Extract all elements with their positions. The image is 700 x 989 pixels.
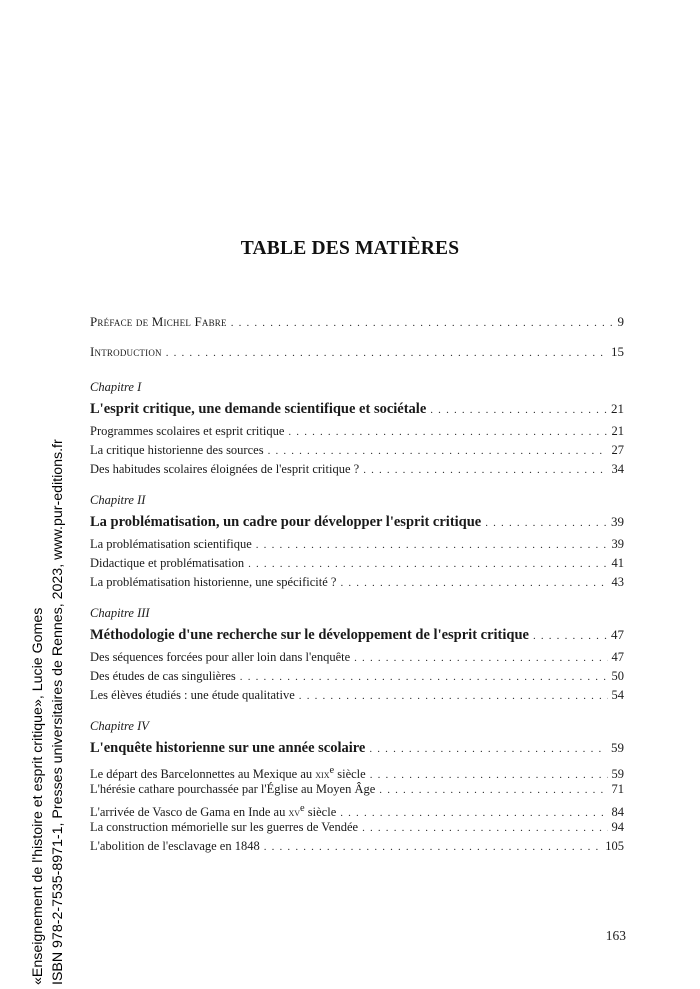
section-page: 59 [611,767,624,782]
leader-dots [354,649,607,668]
section-page: 54 [611,688,624,702]
leader-dots [166,343,607,363]
section-entry[interactable] [90,535,624,554]
citation-line-1: «Enseignement de l'histoire et esprit critique», Lucie Gomes [30,607,46,985]
leader-dots [430,400,607,421]
chapter-block [90,378,624,479]
section-page: 50 [611,669,624,683]
chapter-page: 47 [611,627,624,642]
chapter-block [90,604,624,705]
leader-dots [369,739,607,760]
section-entry[interactable] [90,441,624,460]
section-title: La problématisation historienne, une spécificité ? [90,575,337,589]
chapter-block [90,491,624,592]
section-title-prefix: Le départ des Barcelonnettes au Mexique au [90,767,316,782]
section-page: 43 [611,575,624,589]
section-title-suffix: siècle [304,805,337,820]
section-entry[interactable] [90,761,624,780]
chapter-block [90,717,624,856]
section-page: 94 [611,820,624,834]
section-entry[interactable] [90,799,624,818]
section-title: L'abolition de l'esclavage en 1848 [90,839,260,853]
leader-dots [248,555,607,574]
section-entry[interactable] [90,460,624,479]
chapter-label: Chapitre III [90,606,150,620]
chapter-title: L'enquête historienne sur une année scolaire [90,740,366,756]
section-page: 39 [611,537,624,551]
section-entry[interactable] [90,667,624,686]
section-entry[interactable] [90,780,624,799]
toc-entry-preface[interactable] [90,312,624,332]
leader-dots [299,687,608,706]
toc-entry-label: Introduction [90,344,162,359]
page-number: 163 [605,928,626,943]
leader-dots [485,513,607,534]
section-title: L'hérésie cathare pourchassée par l'Église au Moyen Âge [90,782,376,796]
century-numeral: xv [288,807,301,820]
toc-entry-page: 9 [617,314,624,329]
section-title: La critique historienne des sources [90,443,264,457]
leader-dots [268,442,608,461]
chapter-title-entry[interactable] [90,624,624,645]
section-title: Des habitudes scolaires éloignées de l'esprit critique ? [90,462,360,476]
chapter-title: L'esprit critique, une demande scientifique et sociétale [90,401,427,417]
chapter-page: 39 [611,514,624,529]
section-title: Programmes scolaires et esprit critique [90,424,285,438]
section-page: 21 [611,424,624,438]
section-page: 41 [611,556,624,570]
section-page: 105 [605,839,624,853]
section-title: Les élèves étudiés : une étude qualitative [90,688,295,702]
century-superscript: e [329,765,335,776]
section-title-prefix: L'arrivée de Vasco de Gama en Inde au [90,805,289,820]
leader-dots [362,819,607,838]
section-entry[interactable] [90,648,624,667]
section-title: La problématisation scientifique [90,537,252,551]
chapter-label: Chapitre I [90,380,142,394]
section-page: 27 [611,443,624,457]
section-page: 47 [611,650,624,664]
section-page: 84 [611,805,624,820]
chapter-page: 59 [611,740,624,755]
toc-entry-label: Préface de Michel Fabre [90,314,227,329]
citation-line-2: ISBN 978-2-7535-8971-1, Presses universitaires de Rennes, 2023, www.pur-editions.fr [50,439,66,985]
citation-watermark [28,439,72,985]
section-entry[interactable] [90,818,624,837]
toc-entry-introduction[interactable] [90,342,624,362]
section-page: 34 [611,462,624,476]
chapter-label: Chapitre II [90,493,146,507]
section-entry[interactable] [90,837,624,856]
leader-dots [264,838,602,857]
leader-dots [379,781,607,800]
section-page: 71 [611,782,624,796]
chapter-title: La problématisation, un cadre pour développer l'esprit critique [90,514,482,530]
page-title: TABLE DES MATIÈRES [240,238,460,259]
chapter-title-entry[interactable] [90,511,624,532]
leader-dots [231,313,614,333]
chapter-title: Méthodologie d'une recherche sur le développement de l'esprit critique [90,627,529,643]
table-of-contents [90,312,624,868]
chapter-page: 21 [611,401,624,416]
section-title: Didactique et problématisation [90,556,245,570]
chapter-title-entry[interactable] [90,398,624,419]
section-entry[interactable] [90,686,624,705]
chapter-label: Chapitre IV [90,719,149,733]
section-entry[interactable] [90,554,624,573]
section-title-suffix: siècle [334,767,366,782]
leader-dots [256,536,608,555]
leader-dots [533,626,607,647]
section-title: La construction mémorielle sur les guerres de Vendée [90,820,359,834]
section-title: Des séquences forcées pour aller loin dans l'enquête [90,650,351,664]
section-title: Des études de cas singulières [90,669,236,683]
section-entry[interactable] [90,573,624,592]
toc-entry-page: 15 [611,344,624,359]
section-entry[interactable] [90,422,624,441]
leader-dots [288,423,607,442]
leader-dots [363,461,607,480]
leader-dots [240,668,608,687]
century-numeral: xix [315,769,330,782]
century-superscript: e [300,803,305,814]
leader-dots [340,574,607,593]
chapter-title-entry[interactable] [90,737,624,758]
